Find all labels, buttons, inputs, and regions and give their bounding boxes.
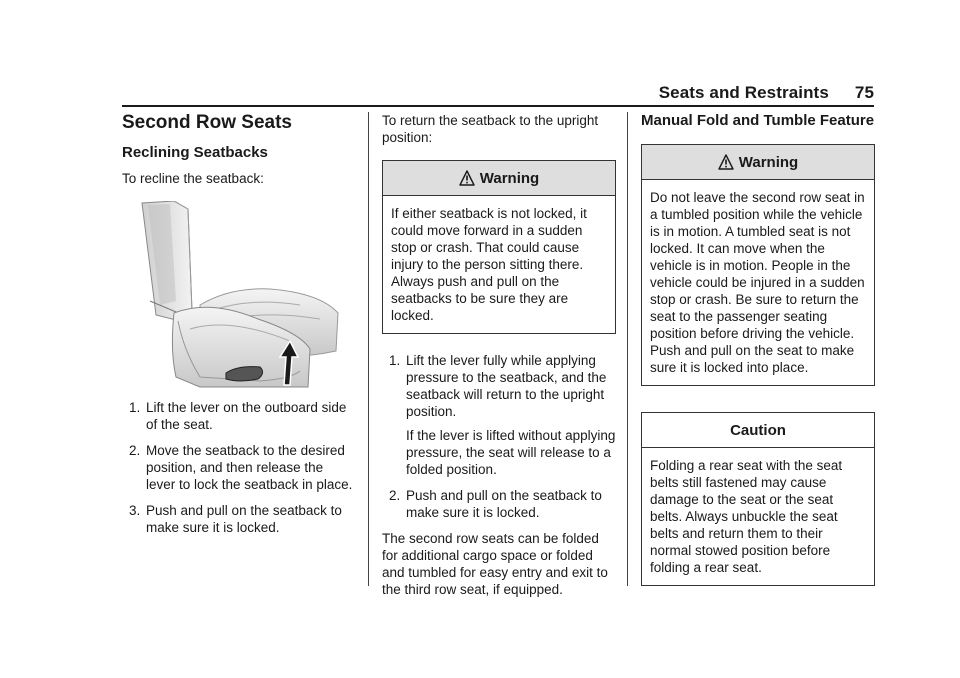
column-1	[122, 112, 354, 545]
warning-box	[382, 160, 616, 334]
warning-box	[641, 144, 875, 386]
warning-body: If either seatback is not locked, it could move forward in a sudden stop or crash. That could cause injury to the person sitting there. Always push and pull on the seatbacks to be sure they are locked.	[391, 206, 587, 323]
warning-body: Do not leave the second row seat in a tumbled position while the vehicle is in motion. A tumbled seat is not locked. It can move when the vehicle is in motion. People in the vehicle could be injured in a sudden stop or crash. Be sure to return the seat to the passenger seating position before driving the vehicle. Push and pull on the seat to make sure it is locked into place.	[650, 190, 865, 375]
return-intro: To return the seatback to the upright position:	[382, 113, 599, 145]
warning-title: Warning	[479, 169, 540, 187]
caution-body: Folding a rear seat with the seat belts still fastened may cause damage to the seat or the seat belts. Always unbuckle the seat belts and return them to their normal stowed position before folding a rear seat.	[650, 458, 843, 575]
warning-title: Warning	[738, 153, 799, 171]
column-divider	[627, 112, 628, 586]
list-item: 2. Move the seatback to the desired position, and then release the lever to lock the seatback in place.	[129, 443, 353, 492]
page-header	[659, 83, 874, 103]
intro-text: To recline the seatback:	[122, 171, 264, 186]
list-item: 2. Push and pull on the seatback to make sure it is locked.	[389, 488, 602, 520]
subheading-fold-tumble: Manual Fold and Tumble Feature	[641, 112, 875, 129]
list-item: 1. Lift the lever on the outboard side of the seat.	[129, 400, 347, 432]
caution-header	[642, 413, 874, 448]
recline-steps	[122, 399, 354, 536]
warning-header	[642, 145, 874, 180]
fold-intro: The second row seats can be folded for additional cargo space or folded and tumbled for easy entry and exit to the third row seat, if equipped.	[382, 531, 608, 597]
subheading-reclining: Reclining Seatbacks	[122, 144, 268, 161]
caution-title: Caution	[730, 421, 786, 439]
caution-box	[641, 412, 875, 586]
seat-recline-illustration	[140, 201, 350, 389]
return-steps	[382, 352, 616, 521]
warning-header	[383, 161, 615, 196]
list-item: 3. Push and pull on the seatback to make sure it is locked.	[129, 503, 342, 535]
header-title: Seats and Restraints	[658, 83, 829, 102]
section-title: Second Row Seats	[122, 112, 292, 133]
seat-illustration	[140, 201, 350, 389]
step-note: If the lever is lifted without applying pressure, the seat will release to a folded position.	[406, 428, 616, 477]
header-rule	[122, 105, 874, 107]
warning-icon	[459, 170, 475, 186]
column-divider	[368, 112, 369, 586]
warning-icon	[718, 154, 734, 170]
column-3	[641, 112, 875, 586]
column-2	[382, 112, 616, 598]
page-number: 75	[854, 83, 874, 102]
list-item: 1. Lift the lever fully while applying pressure to the seatback, and the seatback will return to the upright position. If the lever is lifted without applying pressure, the seat will release to a folded position.	[389, 353, 616, 477]
